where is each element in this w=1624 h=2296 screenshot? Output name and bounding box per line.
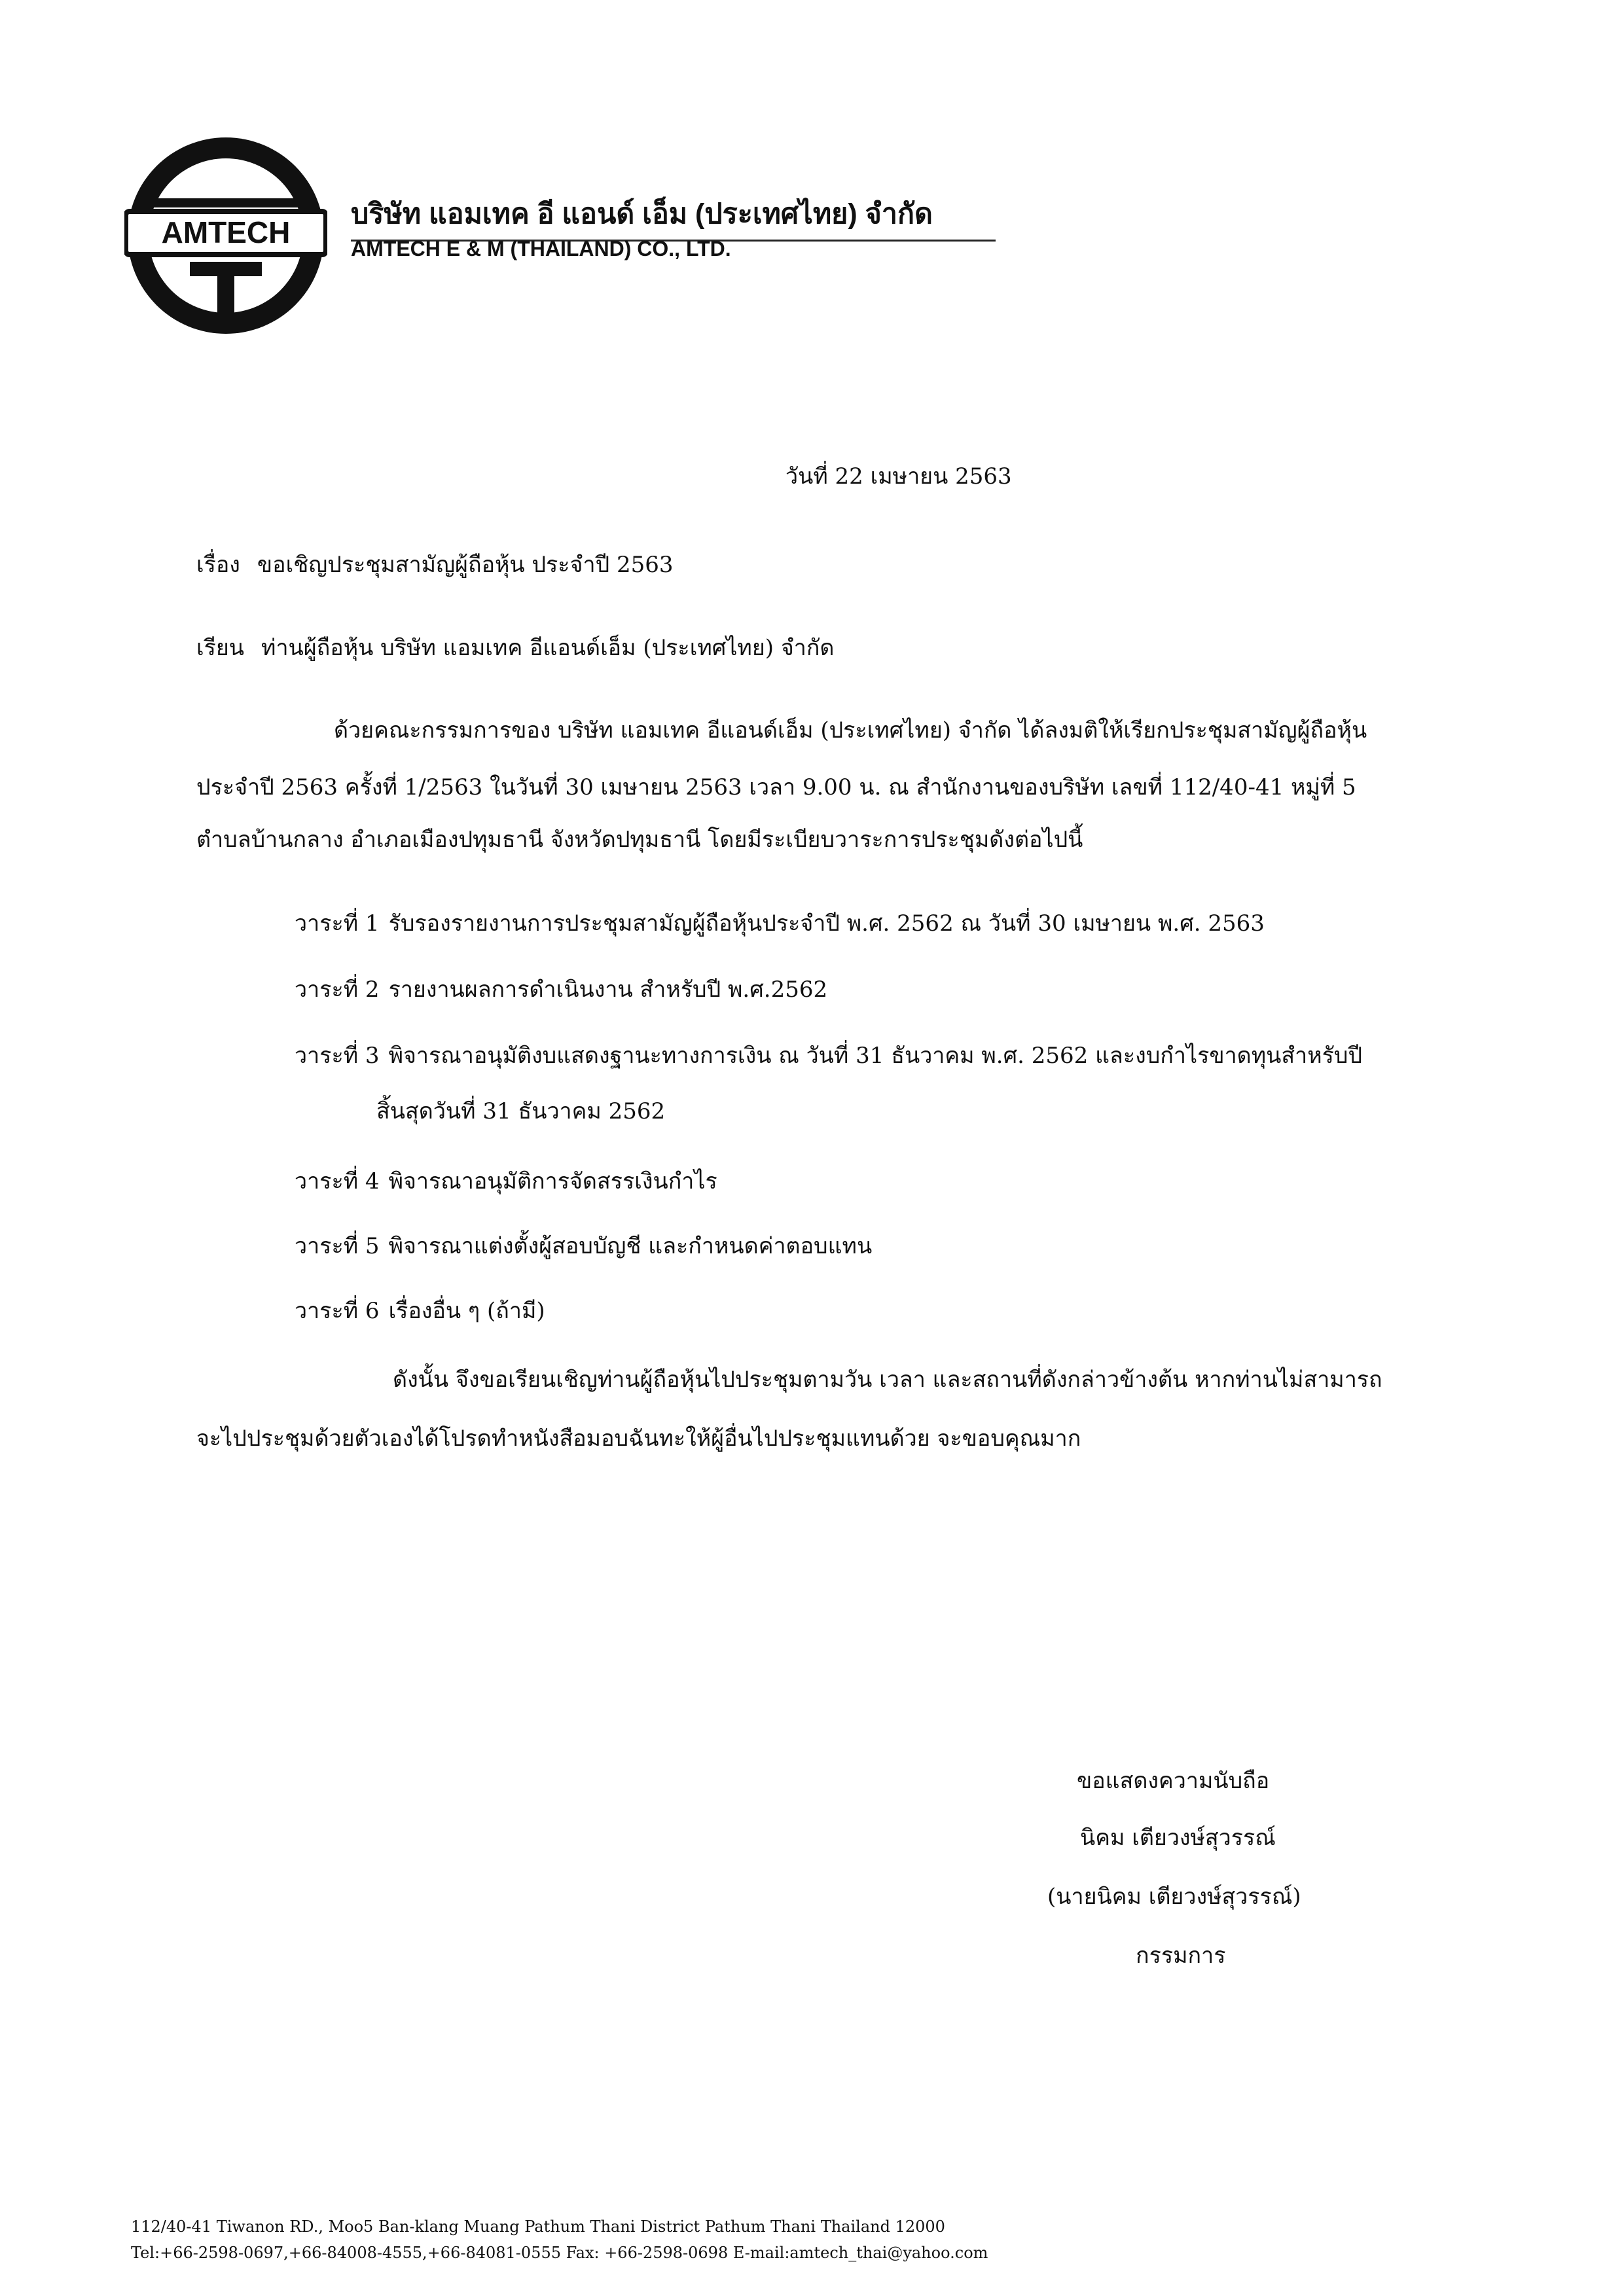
subject-label: เรื่อง [196, 552, 240, 578]
agenda-number: วาระที่ 3 [295, 1043, 380, 1069]
agenda-text: รับรองรายงานการประชุมสามัญผู้ถือหุ้นประจำปี พ.ศ. 2562 ณ วันที่ 30 เมษายน พ.ศ. 2563 [388, 910, 1265, 937]
agenda-number: วาระที่ 4 [295, 1168, 380, 1194]
paragraph-line: ดังนั้น จึงขอเรียนเชิญท่านผู้ถือหุ้นไปประชุมตามวัน เวลา และสถานที่ดังกล่าวข้างต้น หากท่านไม่สามารถ [393, 1367, 1382, 1393]
agenda-item [295, 1163, 717, 1198]
subject-text: ขอเชิญประชุมสามัญผู้ถือหุ้น ประจำปี 2563 [257, 552, 674, 578]
signer-name: (นายนิคม เตียวงษ์สุวรรณ์) [1047, 1884, 1301, 1910]
paragraph-line: จะไปประชุมด้วยตัวเองได้โปรดทำหนังสือมอบฉันทะให้ผู้อื่นไปประชุมแทนด้วย จะขอบคุณมาก [196, 1426, 1081, 1452]
paragraph-line: ด้วยคณะกรรมการของ บริษัท แอมเทค อีแอนด์เอ็ม (ประเทศไทย) จำกัด ได้ลงมติให้เรียกประชุมสามัญผู้ถือหุ้น [334, 717, 1367, 744]
footer-address: 112/40-41 Tiwanon RD., Moo5 Ban-klang Muang Pathum Thani District Pathum Thani Thailand 12000 [131, 2217, 945, 2236]
agenda-number: วาระที่ 6 [295, 1298, 380, 1324]
signer-title: กรรมการ [1136, 1943, 1226, 1969]
agenda-text: พิจารณาอนุมัติการจัดสรรเงินกำไร [388, 1168, 717, 1194]
agenda-text: พิจารณาอนุมัติงบแสดงฐานะทางการเงิน ณ วันที่ 31 ธันวาคม พ.ศ. 2562 และงบกำไรขาดทุนสำหรับปี [388, 1043, 1363, 1069]
addressee-label: เรียน [196, 635, 245, 661]
subject-line [196, 547, 673, 582]
agenda-text: พิจารณาแต่งตั้งผู้สอบบัญชี และกำหนดค่าตอบแทน [388, 1233, 873, 1259]
company-name-english: AMTECH E & M (THAILAND) CO., LTD. [351, 237, 731, 260]
agenda-item [295, 1293, 545, 1328]
agenda-text-continued: สิ้นสุดวันที่ 31 ธันวาคม 2562 [376, 1098, 666, 1124]
paragraph-line: ประจำปี 2563 ครั้งที่ 1/2563 ในวันที่ 30 เมษายน 2563 เวลา 9.00 น. ณ สำนักงานของบริษัท เลขที่ 112/40-41 หมู่ที่ 5 [196, 774, 1356, 800]
agenda-number: วาระที่ 5 [295, 1233, 380, 1259]
agenda-item [295, 905, 1265, 941]
addressee-text: ท่านผู้ถือหุ้น บริษัท แอมเทค อีแอนด์เอ็ม (ประเทศไทย) จำกัด [261, 635, 835, 661]
addressee-line [196, 630, 835, 665]
amtech-logo [124, 134, 327, 337]
paragraph-line: ตำบลบ้านกลาง อำเภอเมืองปทุมธานี จังหวัดปทุมธานี โดยมีระเบียบวาระการประชุมดังต่อไปนี้ [196, 827, 1083, 853]
agenda-number: วาระที่ 1 [295, 910, 380, 937]
agenda-item [295, 1037, 1362, 1073]
agenda-text: รายงานผลการดำเนินงาน สำหรับปี พ.ศ.2562 [388, 977, 828, 1003]
signature: นิคม เตียวงษ์สุวรรณ์ [1080, 1825, 1276, 1851]
logo-text: AMTECH [161, 215, 291, 249]
footer-contact: Tel:+66-2598-0697,+66-84008-4555,+66-84081-0555 Fax: +66-2598-0698 E-mail:amtech_thai@yahoo.com [131, 2244, 988, 2262]
letter-date: วันที่ 22 เมษายน 2563 [785, 463, 1012, 490]
agenda-number: วาระที่ 2 [295, 977, 380, 1003]
agenda-item [295, 1228, 872, 1263]
agenda-item [295, 971, 827, 1007]
agenda-text: เรื่องอื่น ๆ (ถ้ามี) [388, 1298, 545, 1324]
closing-salutation: ขอแสดงความนับถือ [1077, 1768, 1270, 1794]
company-name-thai: บริษัท แอมเทค อี แอนด์ เอ็ม (ประเทศไทย) จำกัด [351, 191, 996, 242]
